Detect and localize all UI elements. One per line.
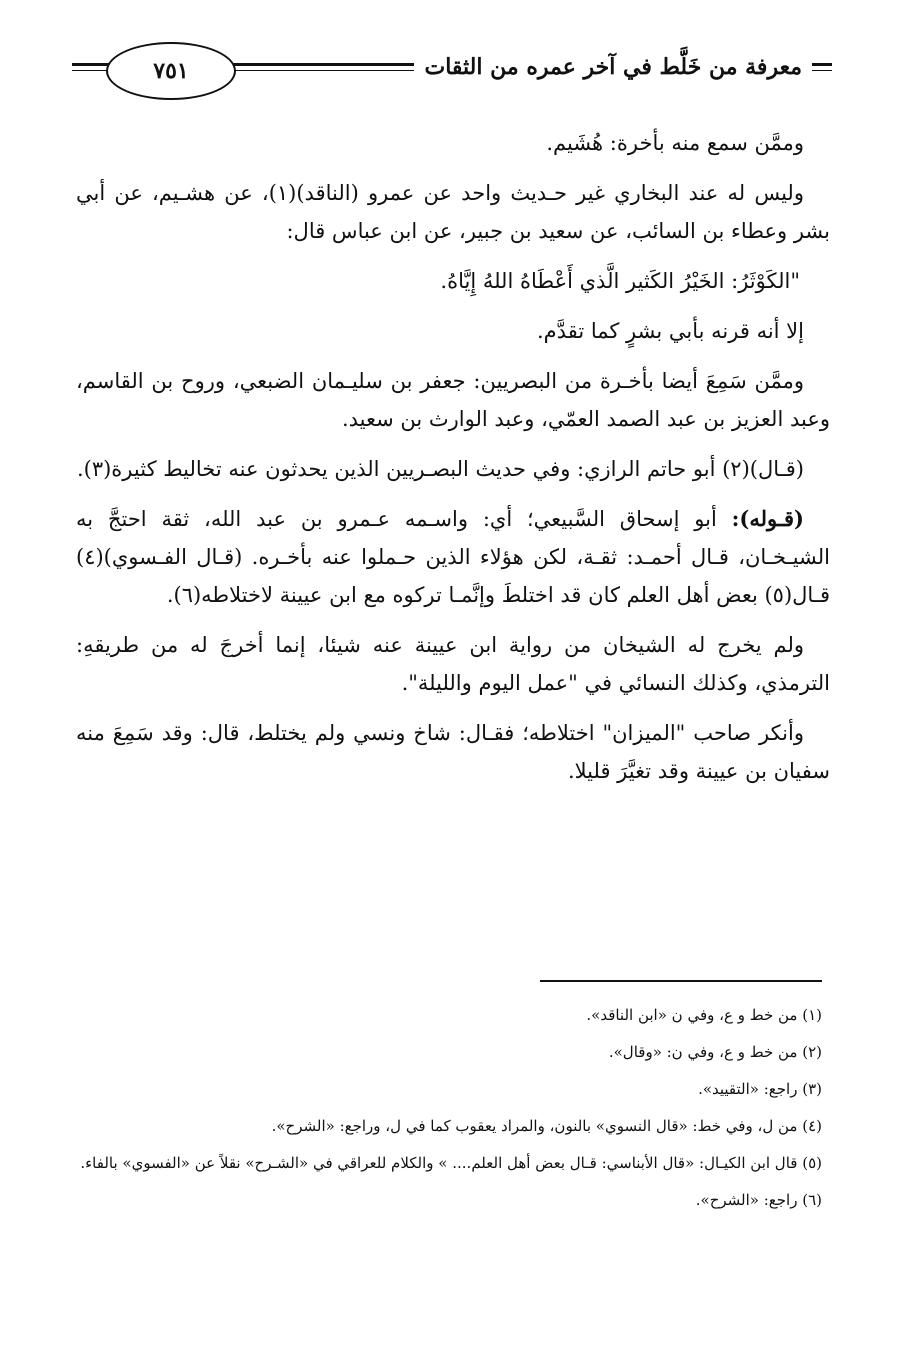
hadith-quote: "الكَوْثَرُ: الخَيْرُ الكَثير الَّذي أَعْطَاهُ اللهُ إِيَّاهُ.: [440, 269, 800, 293]
paragraph-text: أبو إسحاق السَّبيعي؛ أي: واسـمه عـمرو بن عبد الله، ثقة احتجَّ به الشيـخـان، قـال أحمـد: ثقـة، لكن هؤلاء الذين حـملوا عنه بأخـره. (قـال الفـسوي)(٤) قـال(٥) بعض أهل العلم كان قد اختلطَ وإنَّمـا تركوه مع ابن عيينة لاختلاطه(٦).: [76, 507, 830, 607]
paragraph: ولم يخرج له الشيخان من رواية ابن عيينة عنه شيئا، إنما أخرجَ له من طريقهِ: الترمذي، وكذلك النسائي في "عمل اليوم والليلة".: [76, 633, 830, 695]
footnote: (٢) من خط و ع، وفي ن: «وقال».: [608, 1043, 822, 1061]
paragraph: وليس له عند البخاري غير حـديث واحد عن عمرو (الناقد)(١)، عن هشـيم، عن أبي بشر وعطاء بن السائب، عن سعيد بن جبير، عن ابن عباس قال:: [76, 181, 830, 243]
footnote: (٤) من ل، وفي خط: «قال النسوي» بالنون، والمراد يعقوب كما في ل، وراجع: «الشرح».: [271, 1117, 822, 1135]
footnote: (٣) راجع: «التقييد».: [698, 1080, 822, 1098]
paragraph: وأنكر صاحب "الميزان" اختلاطه؛ فقـال: شاخ ونسي ولم يختلط، قال: وقد سَمِعَ منه سفيان بن عيينة وقد تغيَّرَ قليلا.: [76, 721, 830, 783]
header-title: معرفة من خَلَّط في آخر عمره من الثقات: [414, 52, 812, 82]
footnote-separator: [540, 980, 822, 982]
running-header: [72, 38, 832, 104]
paragraph: وممَّن سَمِعَ أيضا بأخـرة من البصريين: جعفر بن سليـمان الضبعي، وروح بن القاسم، وعبد العزيز بن عبد الصمد العمّي، وعبد الوارث بن سعيد.: [76, 369, 830, 431]
footnote: (١) من خط و ع، وفي ن «ابن الناقد».: [586, 1006, 822, 1024]
paragraph: (قـال)(٢) أبو حاتم الرازي: وفي حديث البصـريين الذين يحدثون عنه تخاليط كثيرة(٣).: [76, 457, 804, 481]
page-number: ٧٥١: [106, 42, 236, 100]
paragraph: وممَّن سمع منه بأخرة: هُشَيم.: [546, 131, 804, 155]
paragraph-qawluh: [76, 500, 830, 614]
footnote: (٥) قال ابن الكيـال: «قال الأبناسي: قـال بعض أهل العلم.... » والكلام للعراقي في «الشـرح» نقلاً عن «الفسوي» بالفاء.: [80, 1154, 822, 1172]
main-text: [76, 124, 830, 802]
footnote: (٦) راجع: «الشرح».: [695, 1191, 822, 1209]
footnotes: [76, 1000, 822, 1222]
qawluh-label: (قـوله):: [731, 506, 804, 531]
paragraph: إلا أنه قرنه بأبي بشرٍ كما تقدَّم.: [537, 319, 804, 343]
